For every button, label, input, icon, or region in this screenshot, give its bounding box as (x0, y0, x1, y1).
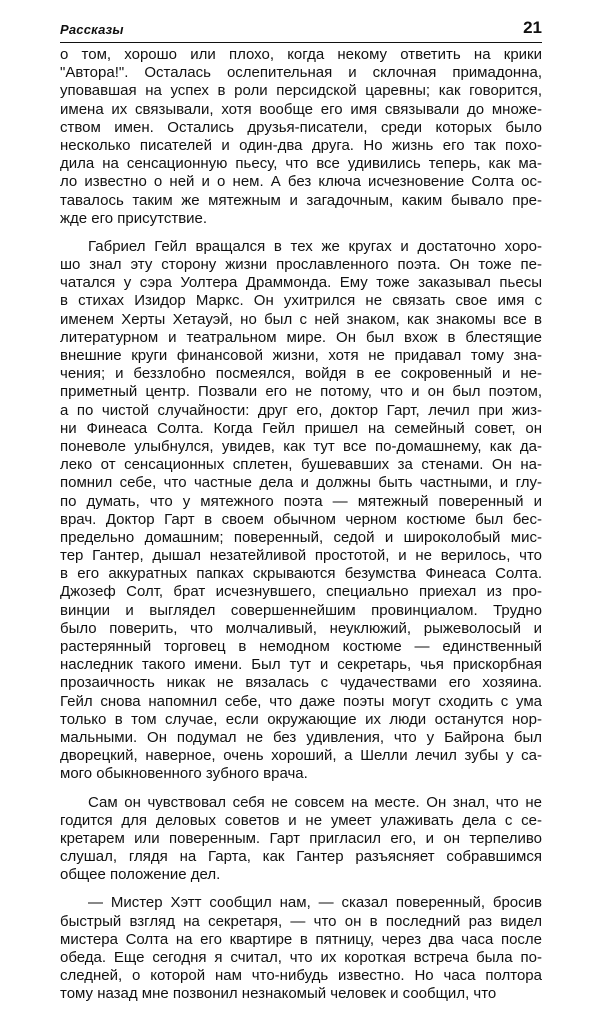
text-line: чатался у сэра Уолтера Драммонда. Ему тоже заказывал пьесы (60, 274, 542, 292)
text-line: в его аккуратных папках скрываются безумства Финеаса Солта. (60, 565, 542, 583)
paragraph (60, 238, 542, 784)
text-line: ни Финеаса Солта. Когда Гейл пришел на семейный совет, он (60, 419, 542, 437)
text-line: помнил себе, что частные дела и должны быть частными, и глу- (60, 474, 542, 492)
text-line: врач. Доктор Гарт в своем обычном черном костюме был бес- (60, 510, 542, 528)
text-line: обеда. Еще сегодня я считал, что их короткая встреча была по- (60, 949, 542, 966)
text-line: предельно домашним; поверенный, седой и широколобый мис- (60, 528, 542, 546)
text-line: о том, хорошо или плохо, когда некому ответить на крики (60, 46, 542, 63)
text-line: мальными. Он подумал не без удивления, что у Байрона был (60, 728, 542, 746)
paragraph (60, 894, 542, 1003)
text-line: "Автора!". Осталась ослепительная и склочная примадонна, (60, 64, 542, 82)
text-line: имена их связывали, хотя вообще его имя связывали до множе- (60, 100, 542, 118)
text-line: внешние круги финансовой жизни, хотя не придавал тому зна- (60, 347, 542, 364)
text-line: шо знал эту сторону жизни прославленного поэта. Он тоже пе- (60, 256, 542, 274)
text-line: прозаичность никак не вязалась с чудачествами его хозяина. (60, 674, 542, 692)
text-line: тому назад мне позвонил незнакомый человек и сообщил, что (60, 985, 497, 1003)
paragraph (60, 794, 542, 885)
text-line: винции и выглядел совершеннейшим провинциалом. Трудно (60, 601, 542, 619)
text-line: приметный центр. Позвали его не потому, что и он был поэтом, (60, 383, 542, 401)
body-text (60, 46, 542, 1014)
text-line: мистера Солта на его квартире в пятницу, через два часа после (60, 930, 542, 948)
page-number: 21 (523, 18, 542, 37)
text-line: именем Херты Хетауэй, но был с ней знаком, как знакомы все в (60, 310, 542, 328)
running-header (60, 20, 542, 43)
text-line: по думать, что у мятежного поэта — мятежный поверенный и (60, 492, 542, 510)
text-line: уповавшая на успех в роли персидской царевны; как говорится, (60, 82, 542, 100)
text-line: Сам он чувствовал себя не совсем на месте. Он знал, что не (88, 793, 542, 811)
text-line: тер Гантер, дышал незатейливой простотой, и не верилось, что (60, 547, 542, 565)
text-line: дворецкий, наверное, очень хороший, а Шелли лечил зубы у са- (60, 747, 542, 765)
text-line: тавалось таким же мятежным и загадочным, каким бывало пре- (60, 191, 542, 209)
text-line: дила на сенсационную пьесу, что все удивились теперь, как ма- (60, 155, 542, 173)
text-line: ством имен. Остались друзья-писатели, среди которых было (60, 118, 542, 136)
text-line: Гейл снова напомнил себе, что даже поэты могут сходить с ума (60, 692, 542, 710)
text-line: леко от сенсационных сплетен, бушевавших за стенами. Он на- (60, 456, 542, 474)
text-line: слушал, глядя на Гарта, как Гантер разъясняет собравшимся (60, 848, 542, 866)
text-line: — Мистер Хэтт сообщил нам, — сказал поверенный, бросив (88, 894, 542, 912)
text-line: Габриел Гейл вращался в тех же кругах и достаточно хоро- (88, 237, 542, 255)
text-line: общее положение дел. (60, 866, 221, 884)
text-line: мого обыкновенного зубного врача. (60, 765, 308, 783)
text-line: наследник такого имени. Был тут и секретарь, чья прискорбная (60, 656, 542, 674)
text-line: поневоле улыбнулся, увидев, как тут все по-домашнему, как да- (60, 437, 542, 455)
text-line: ло известно о ней и о нем. А без ключа исчезновение Солта ос- (60, 173, 542, 191)
text-line: чения; и беззлобно посмеялся, войдя в ее сокровенный и не- (60, 365, 542, 383)
text-line: литературном и театральном мире. Он был вхож в блестящие (60, 328, 542, 346)
text-line: только в том случае, если окружающие их люди останутся нор- (60, 710, 542, 728)
text-line: годится для деловых советов и не умеет улаживать дела с се- (60, 811, 542, 829)
text-line: быстрый взгляд на секретаря, — что он в последний раз видел (60, 912, 542, 930)
section-title: Рассказы (60, 22, 124, 37)
text-line: растерянный торговец в немодном костюме — единственный (60, 638, 542, 655)
text-line: несколько писателей и один-два друга. Но жизнь его так похо- (60, 136, 542, 154)
text-line: а по чистой случайности: друг его, доктор Гарт, лечил при жиз- (60, 401, 542, 419)
text-line: было поверить, что молчаливый, неуклюжий, рыжеволосый и (60, 619, 542, 637)
text-line: следней, о которой нам что-нибудь известно. Но часа полтора (60, 967, 542, 985)
paragraph (60, 46, 542, 228)
text-line: жде его присутствие. (60, 209, 208, 227)
text-line: кретарем или поверенным. Гарт пригласил его, и он терпеливо (60, 829, 542, 847)
text-line: Джозеф Солт, брат исчезнувшего, специально приехал из про- (60, 583, 542, 601)
text-line: в стихах Изидор Маркс. Он ухитрился не связать свое имя с (60, 292, 542, 310)
